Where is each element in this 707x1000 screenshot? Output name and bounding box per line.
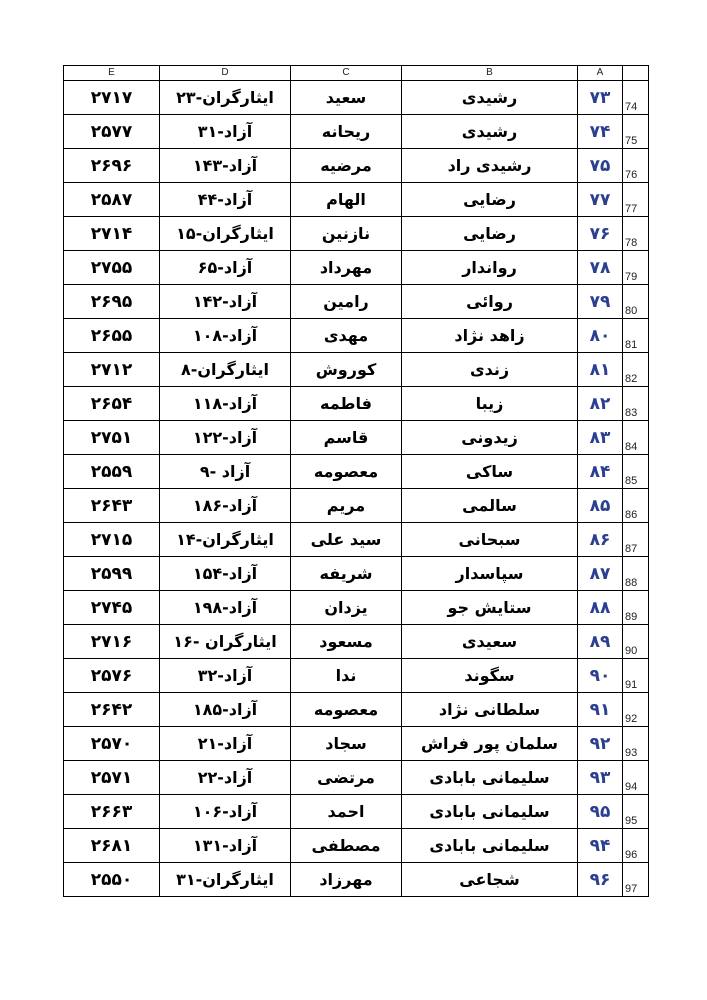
cell-e[interactable]: ۲۷۱۴ [64, 217, 160, 251]
cell-c[interactable]: معصومه [291, 693, 402, 727]
cell-e[interactable]: ۲۷۵۵ [64, 251, 160, 285]
row-number[interactable]: 85 [623, 455, 649, 489]
table-row [64, 591, 649, 625]
cell-e[interactable]: ۲۵۷۶ [64, 659, 160, 693]
cell-e[interactable]: ۲۶۴۲ [64, 693, 160, 727]
cell-c[interactable]: معصومه [291, 455, 402, 489]
row-number[interactable]: 78 [623, 217, 649, 251]
cell-c[interactable]: مریم [291, 489, 402, 523]
table-row [64, 829, 649, 863]
cell-b[interactable]: سلیمانی بابادی [402, 829, 578, 863]
cell-a[interactable]: ۸۶ [578, 523, 623, 557]
table-row [64, 81, 649, 115]
cell-b[interactable]: سبحانی [402, 523, 578, 557]
row-number[interactable]: 97 [623, 863, 649, 897]
cell-a[interactable]: ۷۵ [578, 149, 623, 183]
table-row [64, 455, 649, 489]
table-row [64, 557, 649, 591]
cell-d[interactable]: آزاد-۱۰۶ [160, 795, 291, 829]
cell-d[interactable]: آزاد-۶۵ [160, 251, 291, 285]
cell-b[interactable]: رشیدی [402, 115, 578, 149]
cell-d[interactable]: آزاد-۱۲۲ [160, 421, 291, 455]
cell-d[interactable]: ایثارگران-۱۵ [160, 217, 291, 251]
cell-a[interactable]: ۷۶ [578, 217, 623, 251]
cell-a[interactable]: ۷۸ [578, 251, 623, 285]
cell-e[interactable]: ۲۷۴۵ [64, 591, 160, 625]
cell-c[interactable]: مهرزاد [291, 863, 402, 897]
column-header-row [64, 66, 649, 81]
cell-c[interactable]: فاطمه [291, 387, 402, 421]
cell-e[interactable]: ۲۵۹۹ [64, 557, 160, 591]
cell-e[interactable]: ۲۶۴۳ [64, 489, 160, 523]
cell-c[interactable]: مصطفی [291, 829, 402, 863]
table-row [64, 727, 649, 761]
cell-c[interactable]: مرضیه [291, 149, 402, 183]
table-row [64, 285, 649, 319]
table-row [64, 523, 649, 557]
spreadsheet-table [63, 65, 649, 897]
cell-e[interactable]: ۲۶۵۴ [64, 387, 160, 421]
cell-e[interactable]: ۲۵۵۹ [64, 455, 160, 489]
table-row [64, 387, 649, 421]
cell-b[interactable]: رواندار [402, 251, 578, 285]
row-number[interactable]: 75 [623, 115, 649, 149]
table-row [64, 863, 649, 897]
cell-c[interactable]: رامین [291, 285, 402, 319]
cell-d[interactable]: آزاد-۱۹۸ [160, 591, 291, 625]
cell-e[interactable]: ۲۶۵۵ [64, 319, 160, 353]
cell-c[interactable]: ندا [291, 659, 402, 693]
cell-b[interactable]: زیدونی [402, 421, 578, 455]
table-row [64, 761, 649, 795]
table-row [64, 353, 649, 387]
column-header-d[interactable]: D [160, 66, 291, 81]
row-number[interactable]: 81 [623, 319, 649, 353]
cell-b[interactable]: ستایش جو [402, 591, 578, 625]
cell-e[interactable]: ۲۷۵۱ [64, 421, 160, 455]
cell-d[interactable]: آزاد-۱۸۶ [160, 489, 291, 523]
cell-c[interactable]: سجاد [291, 727, 402, 761]
cell-b[interactable]: سلیمانی بابادی [402, 795, 578, 829]
table-row [64, 251, 649, 285]
cell-b[interactable]: روائی [402, 285, 578, 319]
corner-cell [623, 66, 649, 81]
cell-b[interactable]: زاهد نژاد [402, 319, 578, 353]
cell-a[interactable]: ۷۷ [578, 183, 623, 217]
cell-b[interactable]: سلطانی نژاد [402, 693, 578, 727]
cell-d[interactable]: ایثارگران-۲۳ [160, 81, 291, 115]
cell-d[interactable]: آزاد-۲۲ [160, 761, 291, 795]
cell-d[interactable]: آزاد-۱۳۱ [160, 829, 291, 863]
row-number[interactable]: 95 [623, 795, 649, 829]
cell-b[interactable]: سلیمانی بابادی [402, 761, 578, 795]
row-number[interactable]: 83 [623, 387, 649, 421]
cell-a[interactable]: ۹۱ [578, 693, 623, 727]
table-row [64, 659, 649, 693]
cell-a[interactable]: ۸۳ [578, 421, 623, 455]
cell-e[interactable]: ۲۵۷۷ [64, 115, 160, 149]
table-row [64, 693, 649, 727]
table-row [64, 183, 649, 217]
row-number[interactable]: 84 [623, 421, 649, 455]
row-number[interactable]: 89 [623, 591, 649, 625]
cell-c[interactable]: سعید [291, 81, 402, 115]
cell-d[interactable]: آزاد-۴۴ [160, 183, 291, 217]
cell-a[interactable]: ۸۰ [578, 319, 623, 353]
table-row [64, 115, 649, 149]
cell-a[interactable]: ۸۴ [578, 455, 623, 489]
cell-c[interactable]: نازنین [291, 217, 402, 251]
cell-d[interactable]: آزاد-۱۰۸ [160, 319, 291, 353]
row-number[interactable]: 87 [623, 523, 649, 557]
cell-d[interactable]: آزاد-۱۵۴ [160, 557, 291, 591]
row-number[interactable]: 96 [623, 829, 649, 863]
cell-a[interactable]: ۸۸ [578, 591, 623, 625]
cell-d[interactable]: آزاد -۹ [160, 455, 291, 489]
cell-a[interactable]: ۹۴ [578, 829, 623, 863]
cell-a[interactable]: ۸۵ [578, 489, 623, 523]
column-header-a[interactable]: A [578, 66, 623, 81]
row-number[interactable]: 74 [623, 81, 649, 115]
cell-e[interactable]: ۲۶۸۱ [64, 829, 160, 863]
cell-e[interactable]: ۲۵۵۰ [64, 863, 160, 897]
cell-d[interactable]: آزاد-۱۸۵ [160, 693, 291, 727]
row-number[interactable]: 90 [623, 625, 649, 659]
cell-b[interactable]: رشیدی [402, 81, 578, 115]
cell-b[interactable]: سعیدی [402, 625, 578, 659]
row-number[interactable]: 77 [623, 183, 649, 217]
cell-b[interactable]: ساکی [402, 455, 578, 489]
row-number[interactable]: 88 [623, 557, 649, 591]
cell-e[interactable]: ۲۷۱۷ [64, 81, 160, 115]
cell-c[interactable]: شریفه [291, 557, 402, 591]
cell-b[interactable]: سالمی [402, 489, 578, 523]
table-row [64, 489, 649, 523]
cell-d[interactable]: ایثارگران-۱۴ [160, 523, 291, 557]
cell-c[interactable]: مرتضی [291, 761, 402, 795]
cell-d[interactable]: ایثارگران-۳۱ [160, 863, 291, 897]
cell-b[interactable]: شجاعی [402, 863, 578, 897]
cell-d[interactable]: ایثارگران -۱۶ [160, 625, 291, 659]
cell-d[interactable]: ایثارگران-۸ [160, 353, 291, 387]
row-number[interactable]: 76 [623, 149, 649, 183]
cell-a[interactable]: ۷۳ [578, 81, 623, 115]
row-number[interactable]: 92 [623, 693, 649, 727]
cell-b[interactable]: سپاسدار [402, 557, 578, 591]
cell-b[interactable]: سگوند [402, 659, 578, 693]
row-number[interactable]: 79 [623, 251, 649, 285]
cell-a[interactable]: ۷۹ [578, 285, 623, 319]
cell-c[interactable]: مسعود [291, 625, 402, 659]
table-row [64, 625, 649, 659]
cell-d[interactable]: آزاد-۱۱۸ [160, 387, 291, 421]
cell-a[interactable]: ۸۱ [578, 353, 623, 387]
cell-b[interactable]: زیبا [402, 387, 578, 421]
cell-a[interactable]: ۹۳ [578, 761, 623, 795]
column-header-e[interactable]: E [64, 66, 160, 81]
table-row [64, 795, 649, 829]
cell-b[interactable]: رضایی [402, 217, 578, 251]
cell-a[interactable]: ۹۰ [578, 659, 623, 693]
cell-b[interactable]: رشیدی راد [402, 149, 578, 183]
cell-c[interactable]: الهام [291, 183, 402, 217]
cell-a[interactable]: ۹۵ [578, 795, 623, 829]
cell-d[interactable]: آزاد-۳۱ [160, 115, 291, 149]
column-header-c[interactable]: C [291, 66, 402, 81]
cell-b[interactable]: سلمان پور فراش [402, 727, 578, 761]
cell-e[interactable]: ۲۶۶۳ [64, 795, 160, 829]
table-row [64, 421, 649, 455]
cell-d[interactable]: آزاد-۱۴۳ [160, 149, 291, 183]
cell-e[interactable]: ۲۵۷۰ [64, 727, 160, 761]
cell-a[interactable]: ۸۷ [578, 557, 623, 591]
cell-c[interactable]: مهدی [291, 319, 402, 353]
cell-e[interactable]: ۲۵۸۷ [64, 183, 160, 217]
row-number[interactable]: 94 [623, 761, 649, 795]
cell-c[interactable]: احمد [291, 795, 402, 829]
table-row [64, 149, 649, 183]
cell-e[interactable]: ۲۷۱۲ [64, 353, 160, 387]
cell-e[interactable]: ۲۶۹۵ [64, 285, 160, 319]
cell-a[interactable]: ۷۴ [578, 115, 623, 149]
cell-c[interactable]: قاسم [291, 421, 402, 455]
cell-c[interactable]: ریحانه [291, 115, 402, 149]
column-header-b[interactable]: B [402, 66, 578, 81]
row-number[interactable]: 80 [623, 285, 649, 319]
cell-e[interactable]: ۲۷۱۵ [64, 523, 160, 557]
row-number[interactable]: 93 [623, 727, 649, 761]
cell-c[interactable]: یزدان [291, 591, 402, 625]
row-number[interactable]: 86 [623, 489, 649, 523]
cell-c[interactable]: مهرداد [291, 251, 402, 285]
table-row [64, 217, 649, 251]
table-row [64, 319, 649, 353]
cell-d[interactable]: آزاد-۲۱ [160, 727, 291, 761]
cell-a[interactable]: ۹۲ [578, 727, 623, 761]
cell-d[interactable]: آزاد-۱۴۲ [160, 285, 291, 319]
cell-a[interactable]: ۸۹ [578, 625, 623, 659]
cell-c[interactable]: کوروش [291, 353, 402, 387]
row-number[interactable]: 82 [623, 353, 649, 387]
cell-e[interactable]: ۲۷۱۶ [64, 625, 160, 659]
cell-d[interactable]: آزاد-۳۲ [160, 659, 291, 693]
cell-b[interactable]: زندی [402, 353, 578, 387]
cell-a[interactable]: ۸۲ [578, 387, 623, 421]
row-number[interactable]: 91 [623, 659, 649, 693]
cell-a[interactable]: ۹۶ [578, 863, 623, 897]
cell-e[interactable]: ۲۶۹۶ [64, 149, 160, 183]
cell-c[interactable]: سید علی [291, 523, 402, 557]
cell-b[interactable]: رضایی [402, 183, 578, 217]
cell-e[interactable]: ۲۵۷۱ [64, 761, 160, 795]
